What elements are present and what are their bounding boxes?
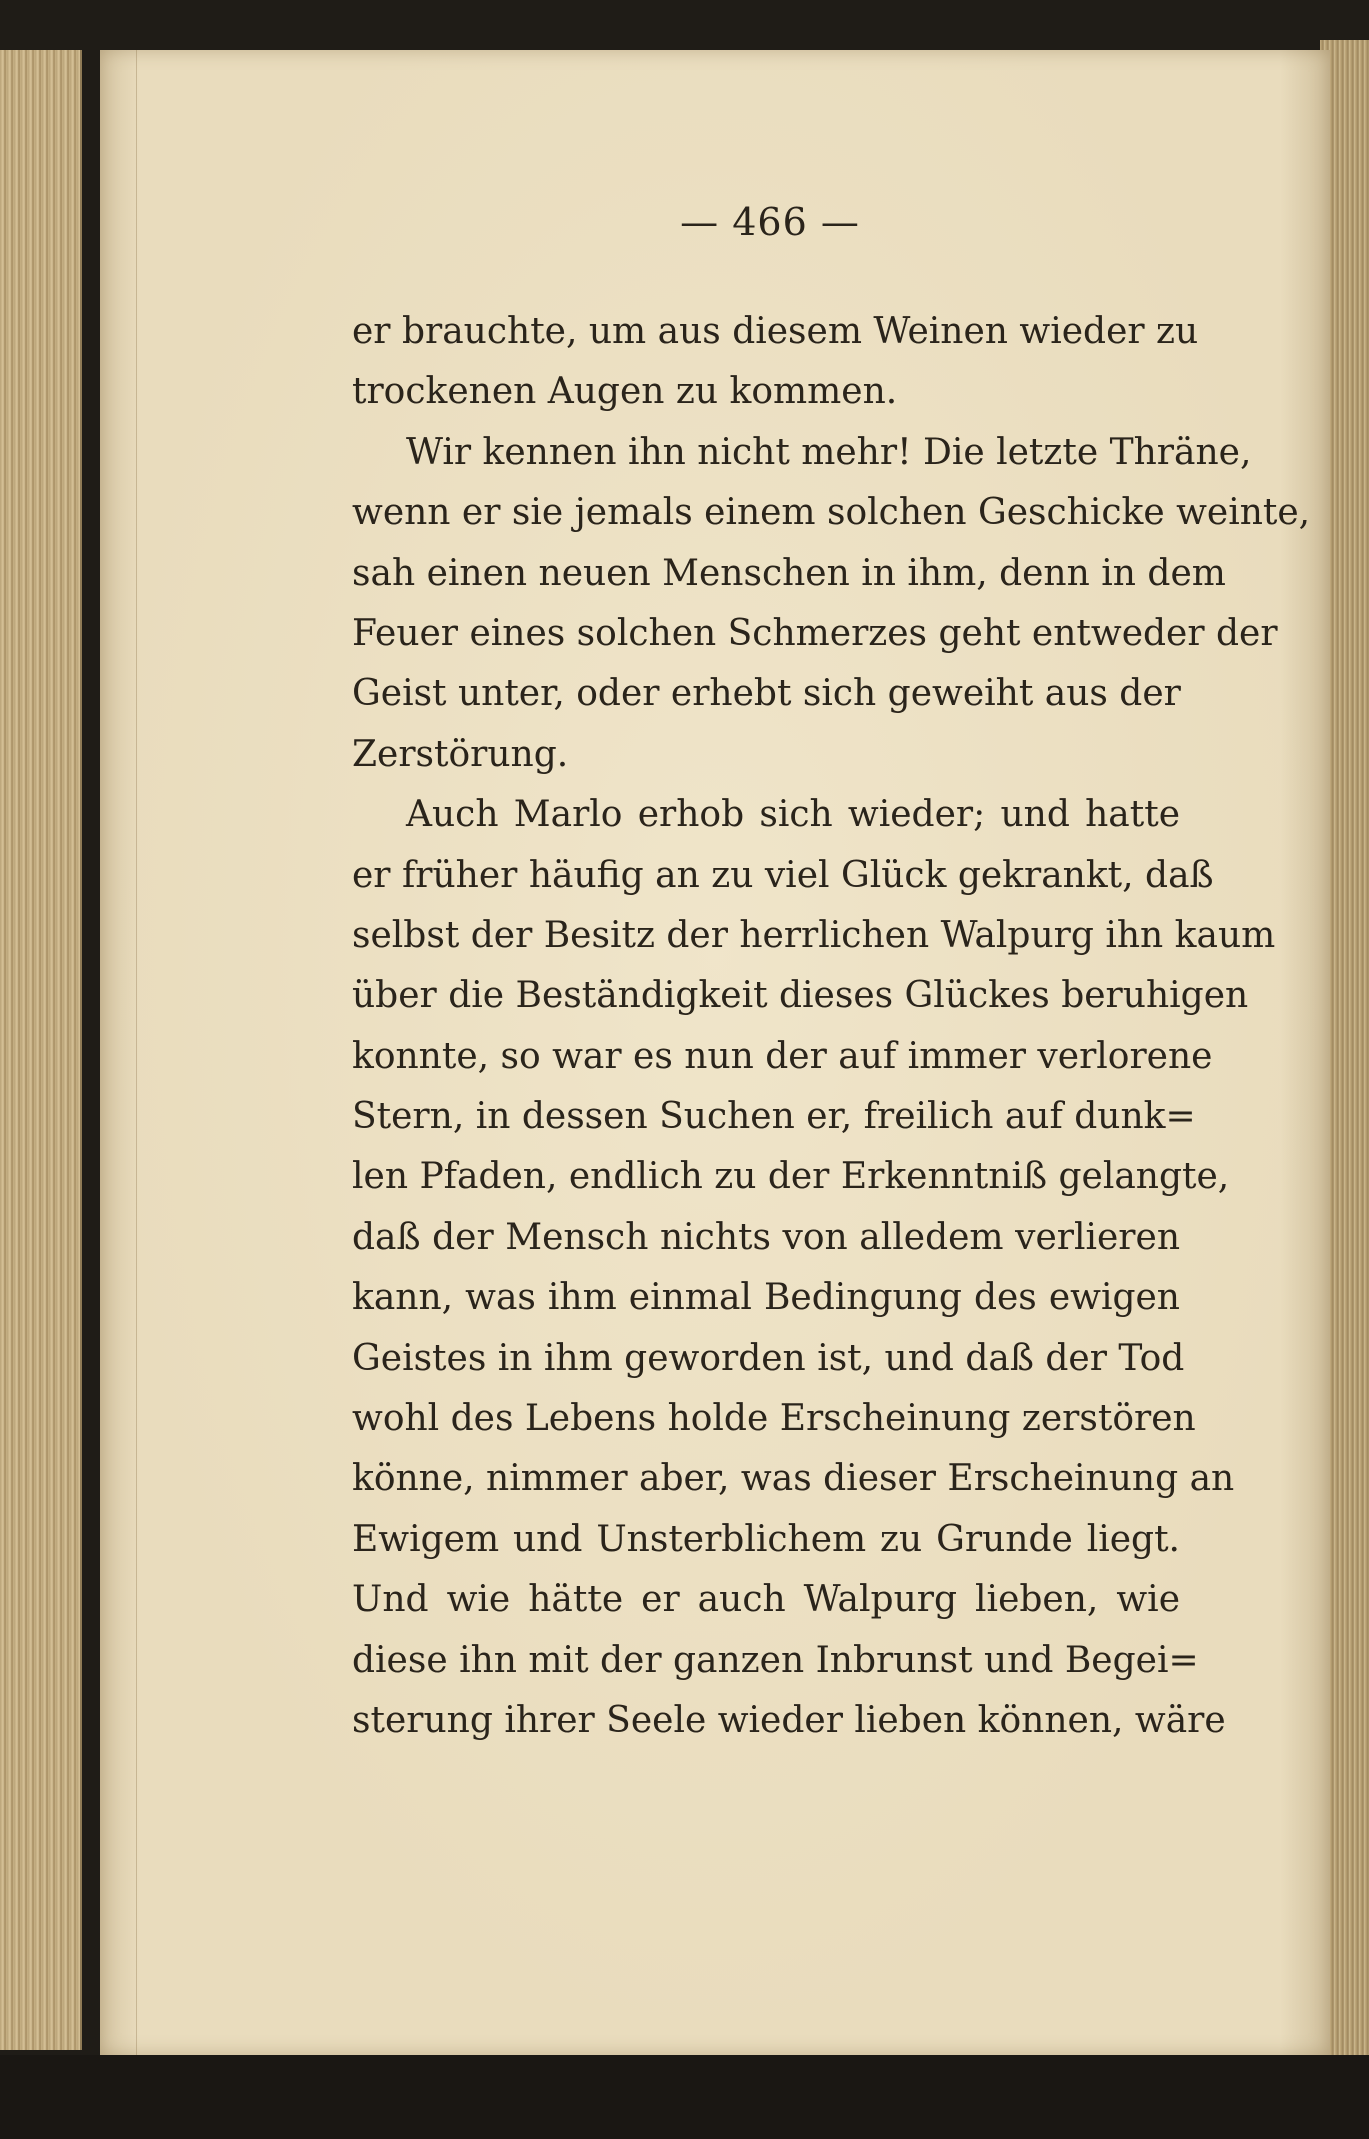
text-line: Ewigem und Unsterblichem zu Grunde liegt.: [352, 1518, 1180, 1560]
text-line: wohl des Lebens holde Erscheinung zerstören: [352, 1398, 1196, 1440]
text-line: sah einen neuen Menschen in ihm, denn in dem: [352, 552, 1226, 594]
text-line: Geist unter, oder erhebt sich geweiht aus der: [352, 673, 1181, 715]
text-line: trockenen Augen zu kommen.: [352, 371, 898, 413]
text-line: diese ihn mit der ganzen Inbrunst und Begei=: [352, 1639, 1199, 1681]
text-line: er brauchte, um aus diesem Weinen wieder zu: [352, 311, 1199, 352]
text-line: wenn er sie jemals einem solchen Geschicke weinte,: [352, 492, 1311, 534]
text-line: Und wie hätte er auch Walpurg lieben, wie: [352, 1579, 1180, 1621]
text-line: Feuer eines solchen Schmerzes geht entweder der: [352, 612, 1278, 654]
text-line: kann, was ihm einmal Bedingung des ewigen: [352, 1277, 1180, 1319]
text-line: konnte, so war es nun der auf immer verlorene: [352, 1035, 1213, 1077]
text-line: len Pfaden, endlich zu der Erkenntniß gelangte,: [352, 1156, 1230, 1198]
page-number: — 466 —: [680, 200, 860, 244]
text-line: Auch Marlo erhob sich wieder; und hatte: [406, 794, 1180, 836]
text-line: er früher häufig an zu viel Glück gekrankt, daß: [352, 854, 1214, 896]
text-line: über die Beständigkeit dieses Glückes beruhigen: [352, 975, 1249, 1017]
bottom-background: [0, 2055, 1369, 2139]
text-line: selbst der Besitz der herrlichen Walpurg ihn kaum: [352, 914, 1276, 956]
text-line: könne, nimmer aber, was dieser Erscheinung an: [352, 1458, 1235, 1500]
text-line: Stern, in dessen Suchen er, freilich auf dunk=: [352, 1096, 1196, 1138]
text-line: sterung ihrer Seele wieder lieben können, wäre: [352, 1699, 1226, 1741]
gutter: [100, 50, 137, 2055]
text-line: Zerstörung.: [352, 733, 569, 775]
body-text: [352, 302, 1311, 1751]
page-edges-left: [0, 50, 82, 2050]
text-line: Wir kennen ihn nicht mehr! Die letzte Thräne,: [406, 431, 1252, 473]
text-line: daß der Mensch nichts von alledem verlieren: [352, 1216, 1180, 1258]
text-line: Geistes in ihm geworden ist, und daß der Tod: [352, 1337, 1185, 1379]
